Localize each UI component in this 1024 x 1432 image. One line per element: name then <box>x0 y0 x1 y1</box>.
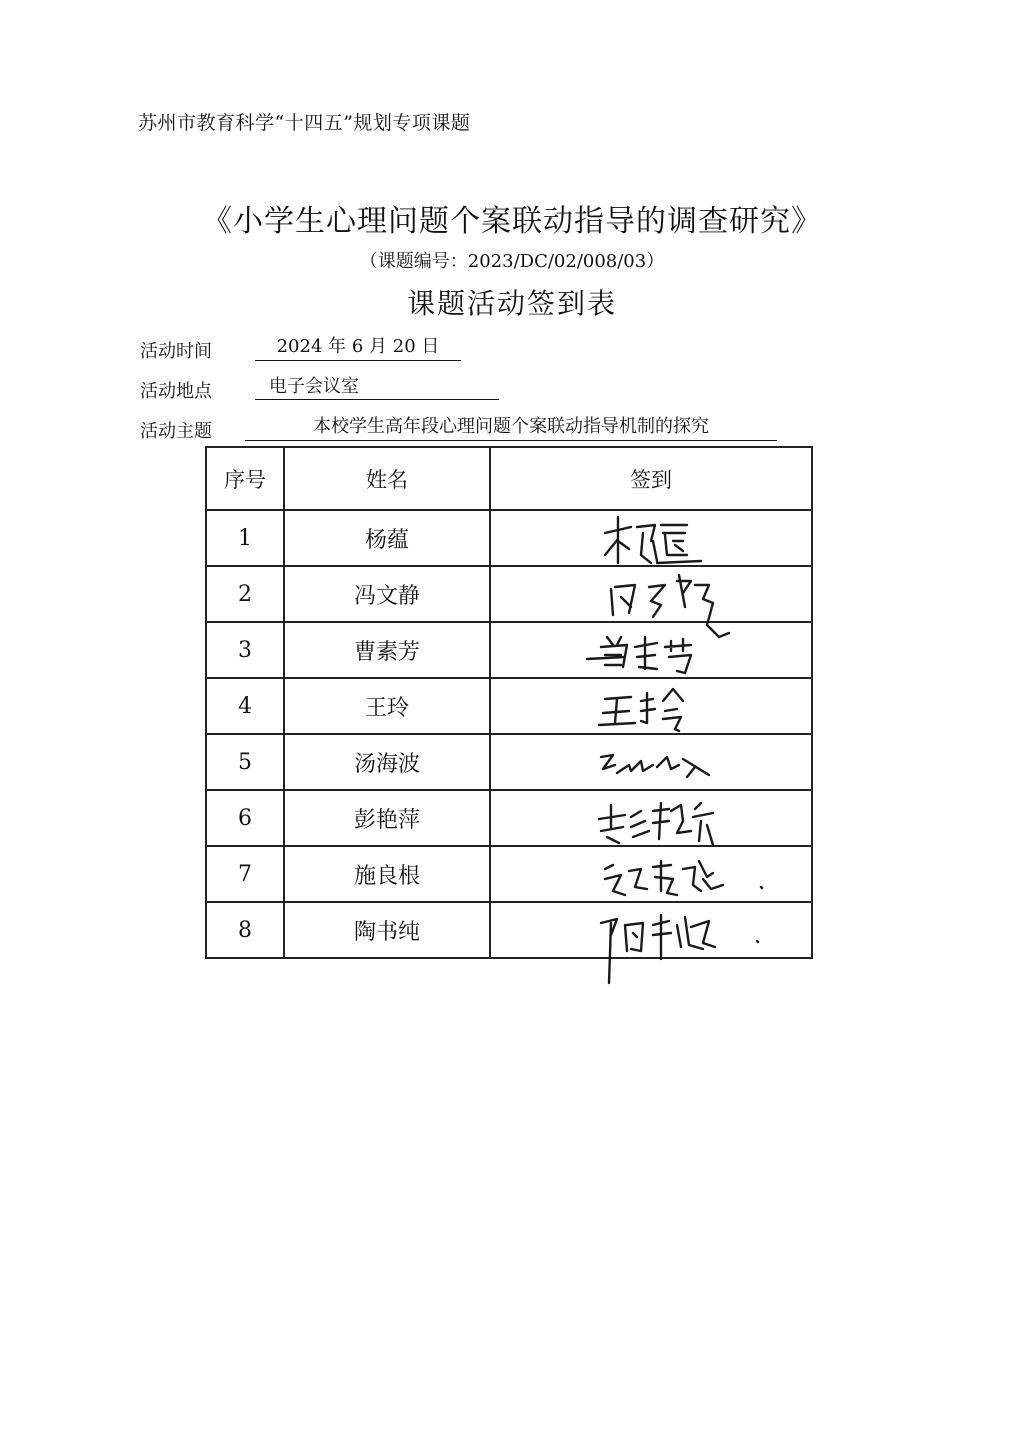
signature-cell <box>490 566 812 622</box>
activity-location-value: 电子会议室 <box>255 376 499 400</box>
table-row <box>206 622 812 678</box>
handwritten-signature <box>591 511 721 571</box>
row-number: 4 <box>206 678 284 734</box>
row-number: 8 <box>206 902 284 958</box>
table-row <box>206 902 812 958</box>
handwritten-signature <box>591 623 721 683</box>
table-row <box>206 734 812 790</box>
project-code: （课题编号：2023/DC/02/008/03） <box>359 251 665 272</box>
activity-location-label: 活动地点 <box>140 381 212 402</box>
column-header-name: 姓名 <box>284 447 490 510</box>
sheet-title: 课题活动签到表 <box>406 287 617 320</box>
signature-cell <box>490 622 812 678</box>
signature-cell <box>490 846 812 902</box>
table-row <box>206 678 812 734</box>
signature-cell <box>490 790 812 846</box>
activity-time-label: 活动时间 <box>140 341 212 362</box>
row-name: 陶书纯 <box>284 902 490 958</box>
row-number: 1 <box>206 510 284 566</box>
table-row <box>206 846 812 902</box>
row-number: 5 <box>206 734 284 790</box>
signature-cell <box>490 510 812 566</box>
row-name: 彭艳萍 <box>284 790 490 846</box>
row-name: 王玲 <box>284 678 490 734</box>
table-row <box>206 510 812 566</box>
project-series-header: 苏州市教育科学“十四五”规划专项课题 <box>138 112 471 134</box>
row-number: 3 <box>206 622 284 678</box>
signature-cell <box>490 734 812 790</box>
signature-cell <box>490 902 812 958</box>
table-header-row <box>206 447 812 510</box>
activity-time-value: 2024 年 6 月 20 日 <box>255 336 461 361</box>
handwritten-signature <box>591 735 721 795</box>
row-name: 汤海波 <box>284 734 490 790</box>
activity-theme-value: 本校学生高年段心理问题个案联动指导机制的探究 <box>245 416 777 441</box>
project-title: 《小学生心理问题个案联动指导的调查研究》 <box>202 204 822 239</box>
table-row <box>206 790 812 846</box>
row-name: 冯文静 <box>284 566 490 622</box>
column-header-signature: 签到 <box>490 447 812 510</box>
handwritten-signature <box>591 903 771 993</box>
handwritten-signature <box>591 847 771 907</box>
row-name: 曹素芳 <box>284 622 490 678</box>
handwritten-signature <box>591 679 721 739</box>
row-name: 施良根 <box>284 846 490 902</box>
column-header-number: 序号 <box>206 447 284 510</box>
row-number: 2 <box>206 566 284 622</box>
sign-in-table <box>205 446 813 959</box>
row-name: 杨蕴 <box>284 510 490 566</box>
row-number: 7 <box>206 846 284 902</box>
row-number: 6 <box>206 790 284 846</box>
activity-theme-label: 活动主题 <box>140 421 212 442</box>
table-row <box>206 566 812 622</box>
signature-cell <box>490 678 812 734</box>
